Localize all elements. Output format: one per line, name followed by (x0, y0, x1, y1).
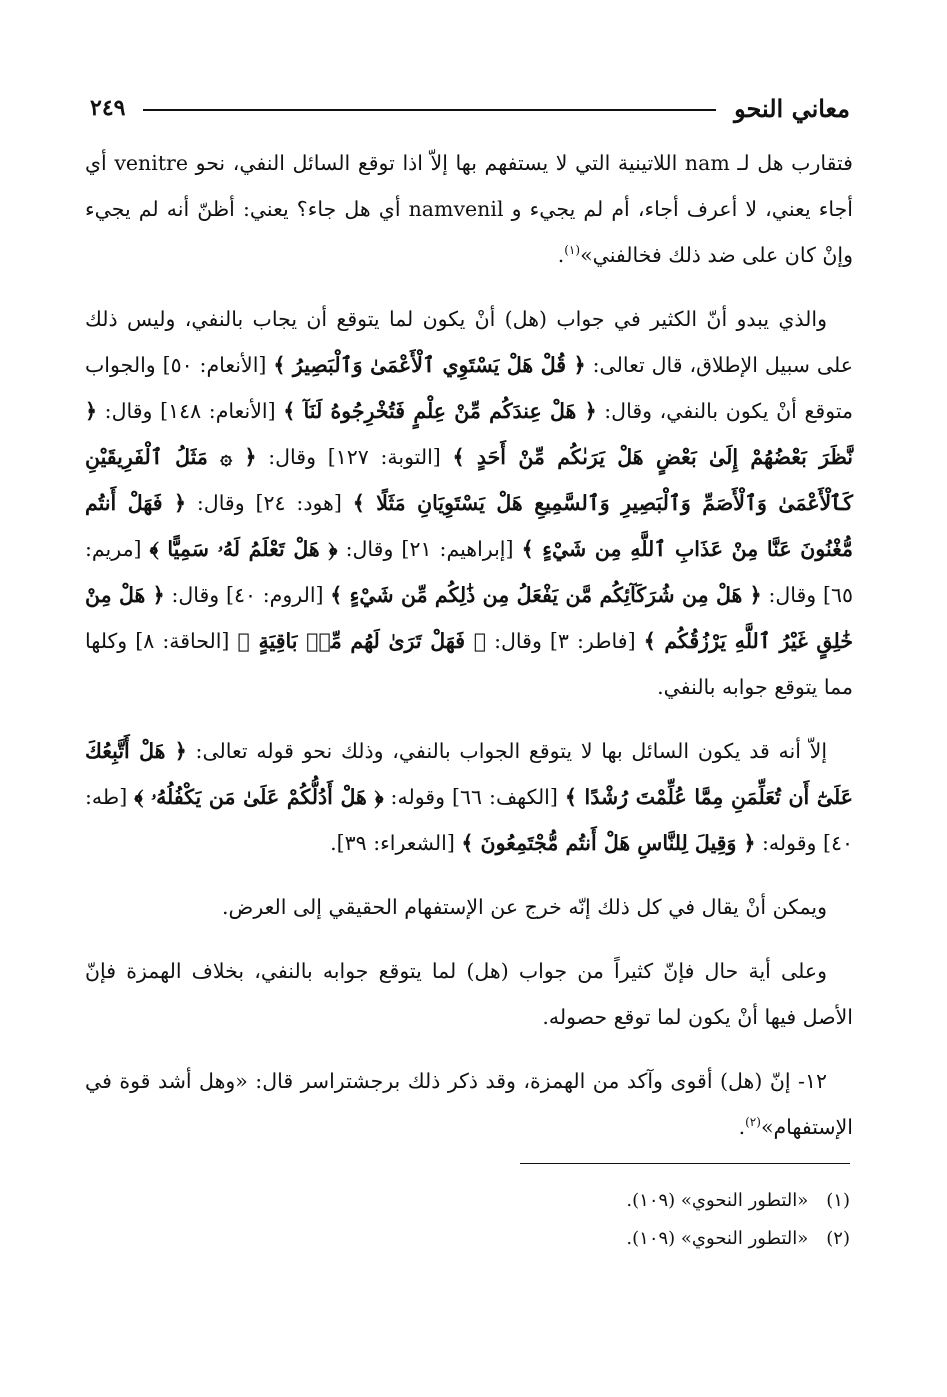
footnote (85, 1182, 850, 1220)
paragraph-text: إلاّ أنه قد يكون السائل بها لا يتوقع الجواب بالنفي، وذلك نحو قوله تعالى: (186, 739, 828, 763)
quran-verse: ﴿ هَلْ تَعْلَمُ لَهُۥ سَمِيًّا ﴾ (149, 537, 338, 561)
quran-verse: ﴿ هَلْ أَدُلُّكُمْ عَلَىٰ مَن يَكْفُلُهُۥ ﴾ (134, 785, 384, 809)
paragraph-text: [هود: ٢٤] وقال: (186, 491, 353, 515)
paragraph-text: [فاطر: ٣] وقال: (486, 629, 644, 653)
paragraph-text: والذي يبدو أنّ الكثير في جواب (هل) أنْ يكون لما يتوقع أن يجاب بالنفي، وليس ذلك على سبيل الإطلاق، قال تعالى: (85, 307, 853, 377)
paragraph (85, 728, 853, 866)
header-rule (143, 109, 716, 111)
quran-verse: ﴿ هَلْ مِن شُرَكَآئِكُم مَّن يَفْعَلُ مِن ذَٰلِكُم مِّن شَيْءٍ ﴾ (330, 583, 762, 607)
body-text (85, 140, 853, 1168)
quran-verse: ﴿ هَلْ عِندَكُم مِّنْ عِلْمٍ فَتُخْرِجُوهُ لَنَآ ﴾ (283, 399, 597, 423)
paragraph-text: [إبراهيم: ٢١] وقال: (337, 537, 522, 561)
paragraph-text: [الكهف: ٦٦] وقوله: (383, 785, 565, 809)
paragraph-text: [الروم: ٤٠] وقال: (164, 583, 331, 607)
paragraph (85, 884, 853, 930)
paragraph (85, 296, 853, 710)
paragraph (85, 140, 853, 278)
paragraph-text: [الأنعام: ٥٠] والجواب متوقع أنْ يكون بالنفي، وقال: (85, 353, 853, 423)
footnote-ref: (١) (564, 243, 581, 258)
paragraph-text: . (557, 243, 565, 267)
paragraph-text: [الشعراء: ٣٩]. (330, 831, 462, 855)
running-title: معاني النحو (734, 93, 850, 123)
quran-verse: ﴿ فَهَلْ تَرَىٰ لَهُم مِّنۢ بَاقِيَةٍ ﴾ (237, 629, 487, 653)
paragraph-text: [الحاقة: ٨] وكلها مما يتوقع جوابه بالنفي. (85, 629, 853, 699)
quran-verse: ﴿ فَهَلْ أَنتُم مُّغْنُونَ عَنَّا مِنْ عَذَابِ ٱللَّهِ مِن شَيْءٍ ﴾ (85, 491, 854, 561)
quran-verse: ﴿ وَقِيلَ لِلنَّاسِ هَلْ أَنتُم مُّجْتَمِعُونَ ﴾ (461, 831, 756, 855)
page-number: ٢٤٩ (90, 95, 126, 121)
paragraph-text: [الأنعام: ١٤٨] وقال: (97, 399, 284, 423)
footnote (85, 1220, 850, 1258)
footnote-text: «التطور النحوي» (١٠٩). (626, 1228, 809, 1249)
paragraph-text: [طه: ٤٠] وقوله: (85, 785, 853, 855)
footnote-separator (520, 1163, 850, 1164)
paragraph-text: . (738, 1115, 746, 1139)
paragraph-text: ١٢- إنّ (هل) أقوى وآكد من الهمزة، وقد ذكر ذلك برجشتراسر قال: «وهل أشد قوة في الإستفهام» (85, 1069, 853, 1139)
paragraph (85, 948, 853, 1040)
paragraph-text: ويمكن أنْ يقال في كل ذلك إنّه خرج عن الإستفهام الحقيقي إلى العرض. (222, 895, 827, 919)
paragraph-text: فتقارب هل لـ nam اللاتينية التي لا يستفهم بها إلاّ اذا توقع السائل النفي، نحو venitre أي أجاء يعني، لا أعرف أجاء، أم لم يجيء و namvenil أي هل جاء؟ يعني: أظنّ أنه لم يجيء وإنْ كان على ضد ذلك فخالفني» (85, 151, 853, 267)
paragraph-text: وعلى أية حال فإنّ كثيراً من جواب (هل) لما يتوقع جوابه بالنفي، بخلاف الهمزة فإنّ الأصل فيها أنْ يكون لما توقع حصوله. (85, 959, 853, 1029)
quran-verse: ﴿ نَّظَرَ بَعْضُهُمْ إِلَىٰ بَعْضٍ هَلْ يَرَىٰكُم مِّنْ أَحَدٍ ﴾ (85, 399, 853, 469)
paragraph-text: [مريم: ٦٥] وقال: (85, 537, 853, 607)
footnote-ref: (٢) (745, 1115, 761, 1130)
page-header (90, 88, 850, 128)
footnotes (85, 1182, 850, 1258)
quran-verse: ﴿ ۞ مَثَلُ ٱلْفَرِيقَيْنِ كَٱلْأَعْمَىٰ وَٱلْأَصَمِّ وَٱلْبَصِيرِ وَٱلسَّمِيعِ هَلْ يَسْتَوِيَانِ مَثَلًا ﴾ (85, 445, 854, 515)
footnote-number: (١) (826, 1190, 850, 1211)
footnote-number: (٢) (826, 1228, 850, 1249)
quran-verse: ﴿ قُلْ هَلْ يَسْتَوِي ٱلْأَعْمَىٰ وَٱلْبَصِيرُ ﴾ (273, 353, 586, 377)
quran-verse: ﴿ هَلْ أَتَّبِعُكَ عَلَىٰٓ أَن تُعَلِّمَنِ مِمَّا عُلِّمْتَ رُشْدًا ﴾ (85, 739, 853, 809)
paragraph (85, 1058, 853, 1150)
quran-verse: ﴿ هَلْ مِنْ خَٰلِقٍ غَيْرُ ٱللَّهِ يَرْزُقُكُم ﴾ (85, 583, 853, 653)
footnote-text: «التطور النحوي» (١٠٩). (626, 1190, 809, 1211)
paragraph-text: [التوبة: ١٢٧] وقال: (256, 445, 453, 469)
